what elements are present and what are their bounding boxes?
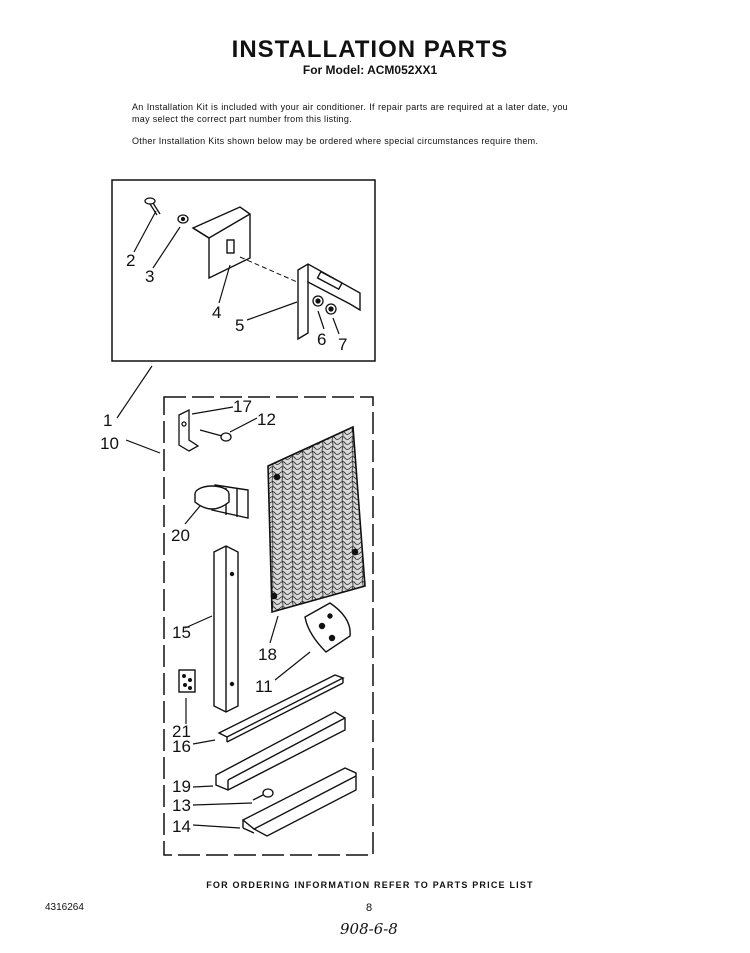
foam-block-part-21: [179, 670, 195, 692]
callout-label-7: 7: [338, 335, 348, 354]
callout-label-11: 11: [255, 677, 273, 696]
callout-label-15: 15: [172, 623, 191, 642]
callout-label-10: 10: [100, 434, 119, 453]
washer-part-6: [313, 296, 323, 306]
callout-label-4: 4: [212, 303, 222, 322]
page-number: 8: [366, 902, 373, 914]
callout-label-3: 3: [145, 267, 155, 286]
bracket-part-4: [193, 207, 250, 278]
bracket-part-11: [305, 603, 350, 652]
channel-part-15: [214, 546, 238, 712]
assembly-dashline: [240, 257, 304, 285]
callout-label-16: 16: [172, 737, 191, 756]
callout-label-21: 21: [172, 722, 191, 741]
callout-label-14: 14: [172, 817, 191, 836]
document-number: 4316264: [45, 902, 84, 913]
callout-label-2: 2: [126, 251, 136, 270]
callout-label-6: 6: [317, 330, 327, 349]
washer-part-3: [178, 215, 188, 223]
mounting-bracket-part-5: [298, 264, 360, 339]
callout-label-1: 1: [103, 411, 113, 430]
model-subtitle: For Model: ACM052XX1: [302, 63, 438, 77]
screw-part-2: [145, 198, 160, 215]
page-title: INSTALLATION PARTS: [231, 36, 509, 63]
callout-label-12: 12: [257, 410, 276, 429]
callout-label-17: 17: [233, 397, 252, 416]
foam-tape-part-20: [195, 485, 248, 518]
callout-label-13: 13: [172, 796, 191, 815]
ordering-footer-note: FOR ORDERING INFORMATION REFER TO PARTS PRICE LIST: [206, 880, 534, 890]
angle-bracket-part-17: [179, 410, 198, 451]
nut-part-7: [326, 304, 336, 314]
sill-rail-part-14: [243, 768, 356, 836]
handwritten-note: 908-6-8: [340, 920, 398, 938]
filter-panel-part-18: [268, 427, 365, 612]
screw-part-12: [200, 430, 231, 441]
callout-label-5: 5: [235, 316, 245, 335]
intro-paragraph-1: An Installation Kit is included with your air conditioner. If repair parts are required at a later date, you may select the correct part number from this listing.: [132, 102, 568, 124]
callout-label-18: 18: [258, 645, 277, 664]
callout-label-19: 19: [172, 777, 191, 796]
callout-label-20: 20: [171, 526, 190, 545]
screw-part-13: [253, 789, 273, 800]
intro-paragraph-2: Other Installation Kits shown below may be ordered where special circumstances require them.: [132, 136, 539, 146]
